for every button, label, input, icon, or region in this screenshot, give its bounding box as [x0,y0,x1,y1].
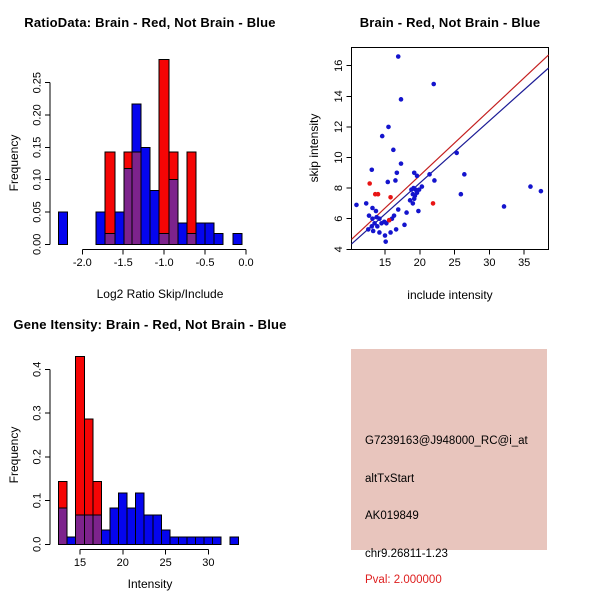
scatter-point-blue [388,230,393,235]
gene-info-box [351,349,547,586]
scatter-point-blue [431,82,436,87]
histogram-bar-blue [196,223,205,244]
y-tick-label: 8 [333,185,346,192]
histogram-bar-blue [153,515,162,544]
y-tick-label: 4 [333,246,346,253]
intensity-histogram-panel [0,300,300,600]
scatter-point-blue [539,189,544,194]
scatter-point-blue [380,134,385,139]
x-tick-label: -1.0 [154,257,174,269]
scatter-point-blue [369,167,374,172]
histogram-bar-overlap [169,180,178,245]
histogram-bar-overlap [105,233,115,244]
histogram-bar-overlap [187,233,196,244]
scatter-point-blue [396,54,401,59]
y-tick-label: 0.10 [31,168,44,191]
histogram-bar-blue [96,212,105,244]
histogram-bar-blue [110,508,119,544]
ratio-hist-y-axis-label: Frequency [7,134,21,192]
scatter-point-blue [374,209,379,214]
scatter-point-blue [411,201,416,206]
x-tick-label: -2.0 [72,257,92,269]
x-tick-label: 25 [159,557,172,569]
scatter-x-axis-label: include intensity [407,288,493,302]
scatter-point-blue [432,178,437,183]
scatter-point-blue [354,203,359,208]
y-tick-label: 0.05 [31,201,44,223]
scatter-point-blue [396,207,401,212]
scatter-point-blue [383,233,388,238]
histogram-bar-blue [214,233,223,244]
scatter-point-blue [404,210,409,215]
scatter-point-blue [393,178,398,183]
x-tick-label: 25 [448,256,461,269]
scatter-point-blue [366,227,371,232]
scatter-point-blue [383,239,388,244]
histogram-bar-blue [101,530,110,544]
y-tick-label: 0.20 [31,104,44,126]
scatter-point-blue [392,213,397,218]
ratio-hist-x-axis-label: Log2 Ratio Skip/Include [96,287,224,301]
y-tick-label: 6 [333,215,346,222]
histogram-bar-blue [230,537,239,544]
y-tick-label: 12 [333,120,346,134]
x-tick-label: 15 [378,256,392,269]
ratio-histogram-title: RatioData: Brain - Red, Not Brain - Blue [24,15,276,30]
scatter-point-blue [391,148,396,153]
scatter-point-blue [417,187,422,192]
x-tick-label: 20 [413,256,426,269]
y-tick-label: 0.4 [31,361,44,377]
y-tick-label: 0.00 [31,233,44,256]
scatter-point-blue [427,172,432,177]
scatter-y-axis-label: skip intensity [307,113,321,183]
histogram-bar-overlap [59,508,68,544]
scatter-point-blue [415,174,420,179]
histogram-bar-red [105,152,115,244]
scatter-point-blue [395,171,400,176]
y-tick-label: 0.1 [31,492,44,509]
scatter-point-red [388,195,393,200]
histogram-bar-blue [161,530,170,544]
scatter-point-blue [370,216,375,221]
scatter-point-red [367,181,372,186]
histogram-bar-blue [187,537,196,544]
x-tick-label: 0.0 [238,257,254,269]
histogram-bar-blue [205,223,214,244]
scatter-point-blue [454,151,459,156]
histogram-bar-blue [119,493,128,544]
histogram-bar-overlap [132,152,141,244]
intensity-hist-x-axis-label: Intensity [127,577,173,591]
scatter-point-blue [394,227,399,232]
histogram-bar-blue [178,223,187,244]
x-tick-label: 15 [73,557,87,569]
histogram-bar-blue [150,191,159,245]
y-tick-label: 14 [333,90,346,103]
accession-text: AK019849 [365,510,419,522]
histogram-bar-blue [136,493,145,544]
y-tick-label: 0.2 [31,449,44,465]
brain-fit-line [352,55,549,239]
scatter-point-blue [402,223,407,228]
histogram-bar-blue [178,537,187,544]
histogram-bar-blue [204,537,213,544]
histogram-bar-red [159,59,169,244]
histogram-bar-blue [213,537,222,544]
histogram-bar-blue [115,212,124,244]
intensity-histogram-title: Gene Itensity: Brain - Red, Not Brain - Blue [13,317,287,332]
scatter-point-red [387,218,392,223]
scatter-point-red [431,201,436,206]
y-tick-label: 0.3 [31,405,44,421]
histogram-bar-blue [233,233,242,244]
gene-info-panel [300,300,600,600]
scatter-point-blue [462,172,467,177]
scatter-point-blue [416,209,421,214]
scatter-point-blue [412,197,417,202]
scatter-point-blue [459,192,464,197]
histogram-bar-overlap [76,515,85,544]
scatter-point-blue [502,204,507,209]
locus-text: chr9.26811-1.23 [365,547,448,560]
histogram-bar-blue [67,537,76,544]
histogram-bar-overlap [84,515,93,544]
x-tick-label: 35 [518,256,531,269]
event-type-text: altTxStart [365,472,415,485]
x-tick-label: -1.5 [113,257,133,269]
histogram-bar-blue [127,508,136,544]
x-tick-label: 30 [202,557,215,569]
y-tick-label: 10 [333,151,346,164]
scatter-point-blue [369,224,374,229]
histogram-bar-blue [59,212,68,244]
histogram-bar-blue [144,515,153,544]
pval-text: Pval: 2.000000 [365,574,442,586]
x-tick-label: 30 [483,256,496,269]
histogram-bar-blue [141,147,150,244]
scatter-point-blue [385,180,390,185]
y-tick-label: 16 [333,59,346,72]
y-tick-label: 0.15 [31,136,44,159]
scatter-point-blue [371,229,376,234]
histogram-bar-blue [170,537,179,544]
scatter-point-blue [399,161,404,166]
histogram-bar-red [187,152,196,244]
histogram-bar-overlap [159,233,169,244]
histogram-bar-overlap [93,515,102,544]
scatter-point-blue [364,201,369,206]
y-tick-label: 0.25 [31,71,44,94]
scatter-plot [300,0,600,300]
scatter-point-blue [370,206,375,211]
scatter-point-blue [377,230,382,235]
scatter-panel [300,0,600,300]
x-tick-label: 20 [116,557,129,569]
scatter-point-blue [367,213,372,218]
ratio-histogram-panel [0,0,300,300]
histogram-bar-blue [196,537,205,544]
scatter-point-blue [377,216,382,221]
intensity-histogram-plot [0,300,300,600]
scatter-point-blue [375,224,380,229]
scatter-point-red [376,192,381,197]
intensity-hist-y-axis-label: Frequency [7,426,21,484]
histogram-bar-overlap [124,169,132,245]
scatter-point-blue [399,97,404,102]
x-tick-label: -0.5 [195,257,215,269]
scatter-point-blue [528,184,533,189]
scatter-title: Brain - Red, Not Brain - Blue [359,15,541,30]
ratio-histogram-plot [0,0,300,300]
probe-id-text: G7239163@J948000_RC@i_at [365,435,528,447]
y-tick-label: 0.0 [31,536,44,552]
scatter-point-blue [386,125,391,130]
